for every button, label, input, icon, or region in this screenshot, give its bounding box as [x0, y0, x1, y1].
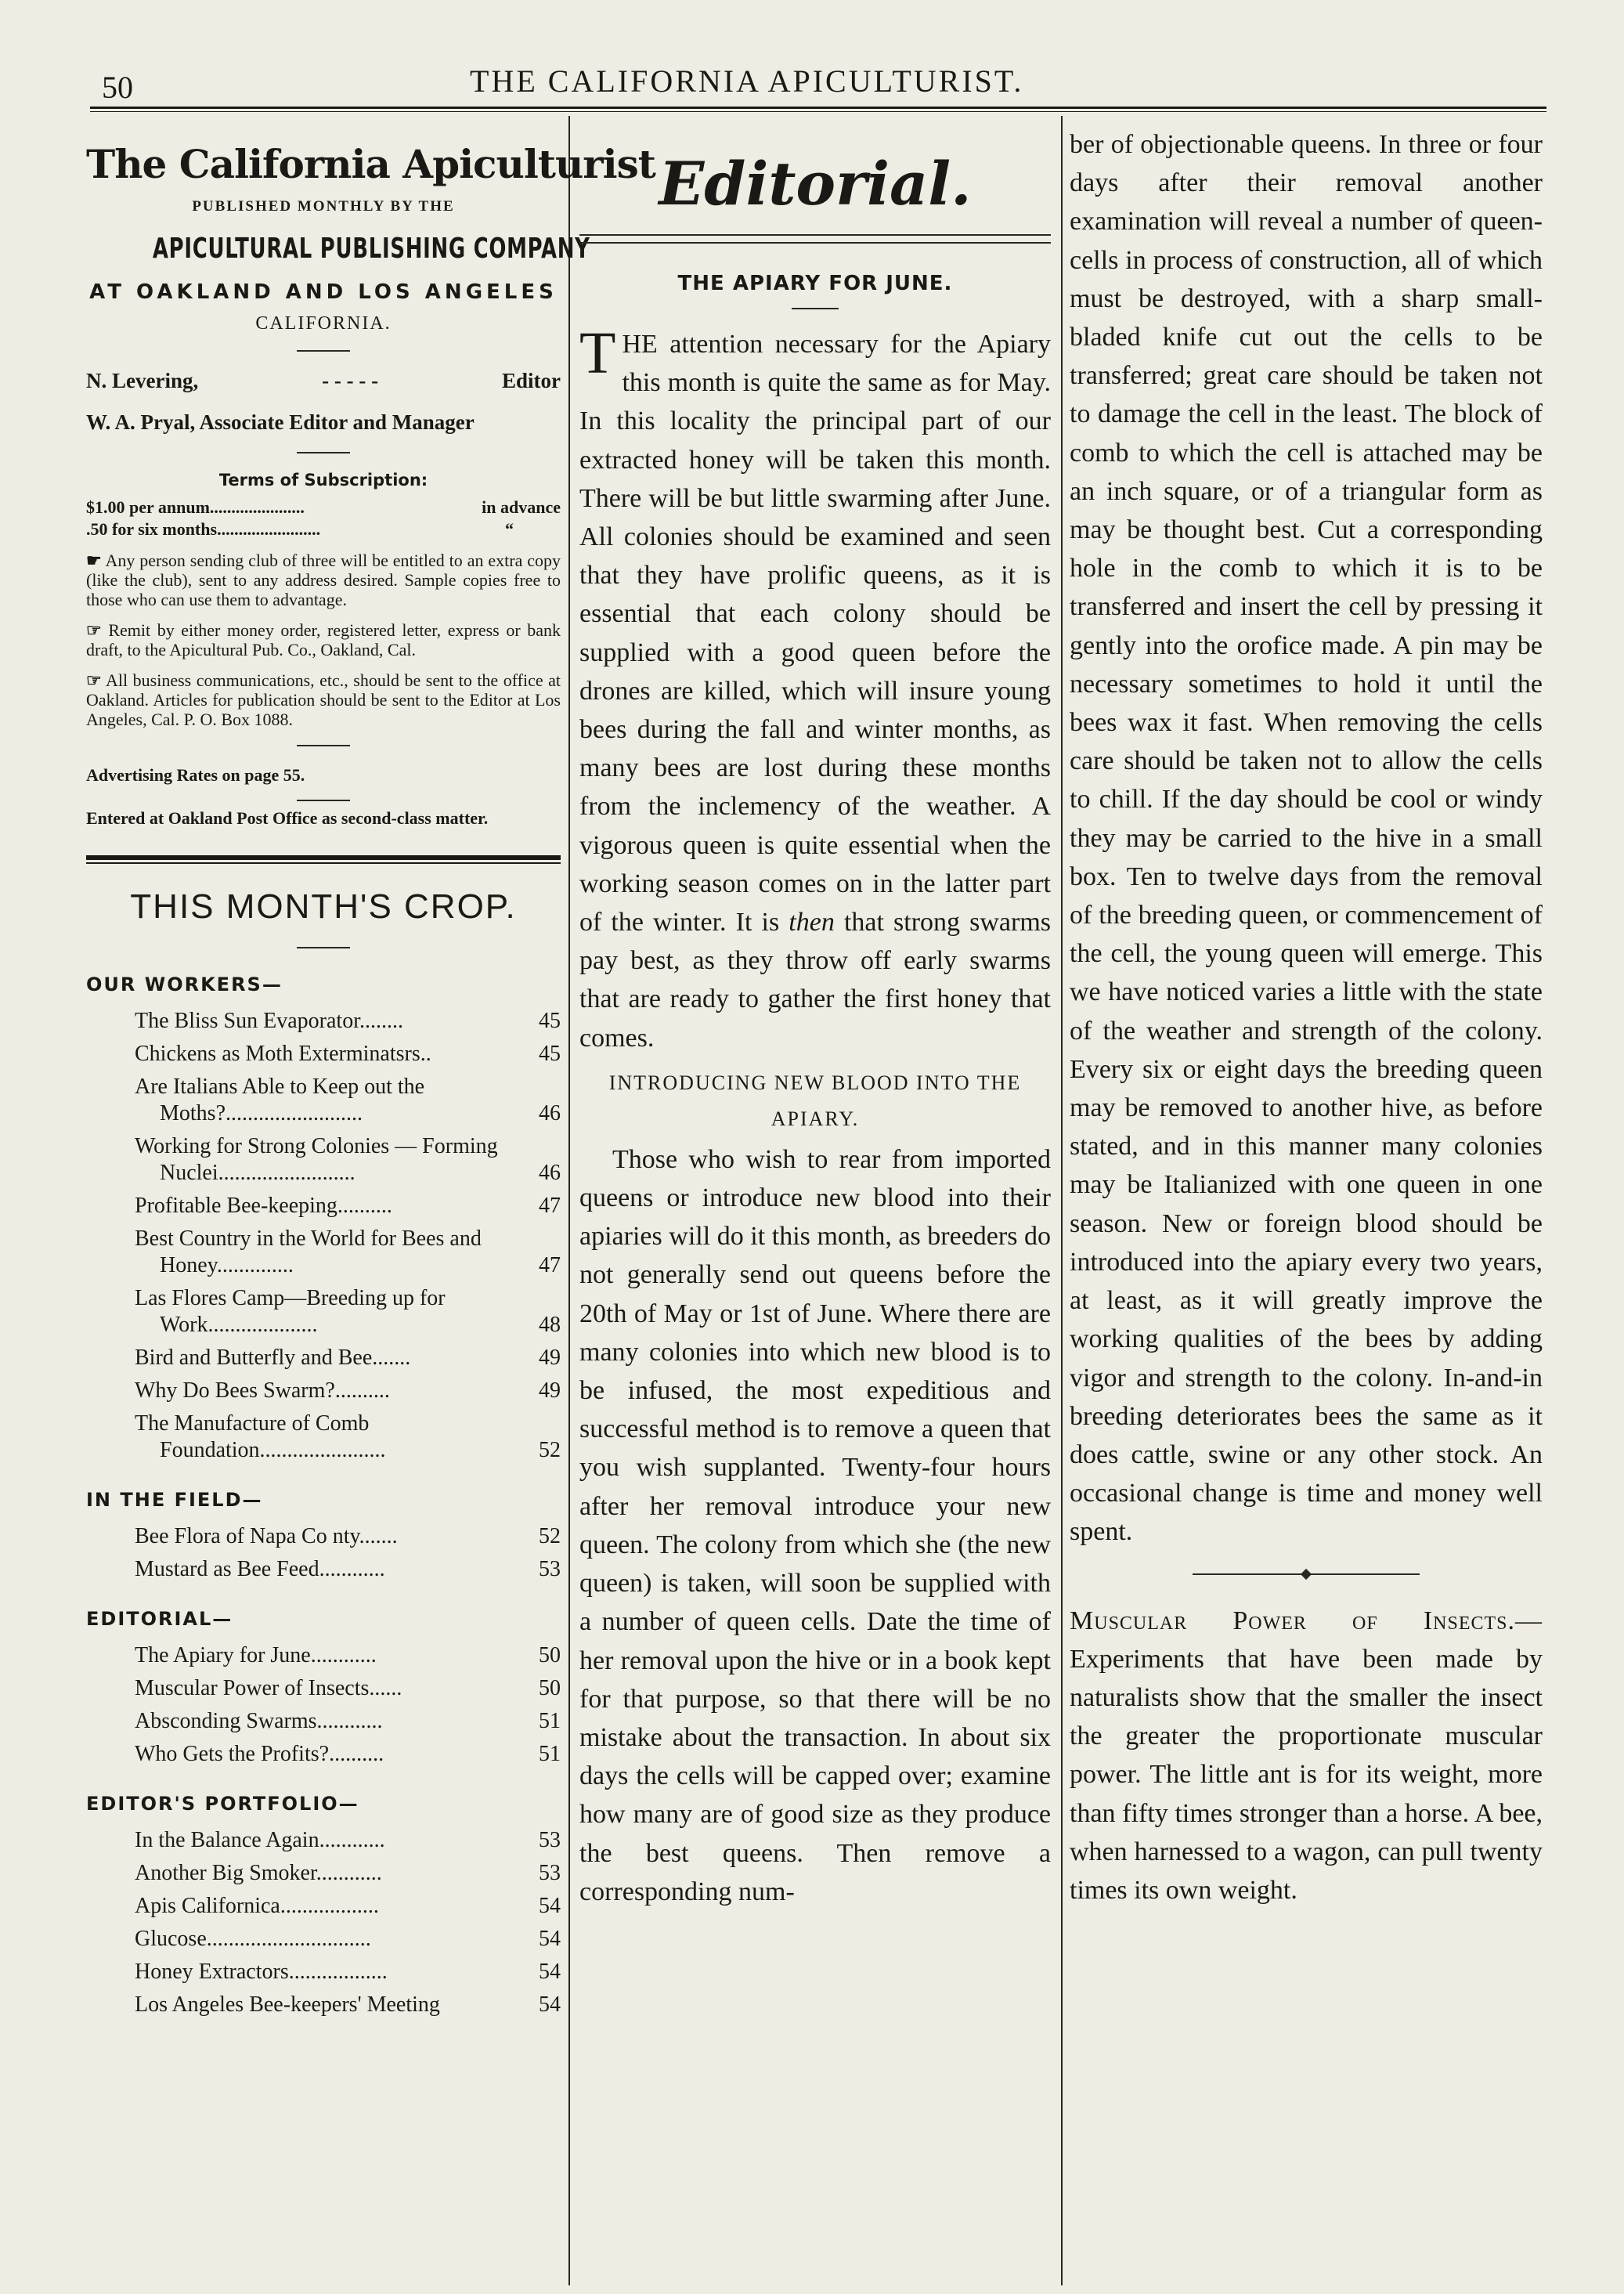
- drop-cap: T: [579, 320, 616, 386]
- published-line: PUBLISHED MONTHLY BY THE: [192, 198, 455, 215]
- entry-title: Absconding Swarms............: [135, 1709, 383, 1733]
- contents-entry[interactable]: [86, 1642, 561, 1669]
- column-rule-left: [568, 116, 570, 2285]
- contents-entry[interactable]: [86, 1926, 561, 1953]
- pointing-hand-icon: ☞: [86, 670, 102, 690]
- notice: [86, 620, 561, 659]
- entry-page: 49: [539, 1378, 561, 1403]
- advertising-note: Advertising Rates on page 55.: [86, 765, 305, 785]
- column-rule-right: [1061, 116, 1063, 2285]
- contents-entry[interactable]: [86, 1008, 561, 1035]
- entry-title: Bee Flora of Napa Co nty.......: [135, 1524, 398, 1548]
- entry-title: The Apiary for June............: [135, 1643, 377, 1667]
- postal-entry-note: Entered at Oakland Post Office as second-class matter.: [86, 808, 489, 828]
- notice-text: All business communications, etc., should be sent to the office at Oakland. Articles for publication should be sent to the Editor at Los Angeles, Cal. P. O. Box 1088.: [86, 670, 561, 729]
- divider: [297, 745, 350, 746]
- terms-heading: Terms of Subscription:: [218, 471, 428, 490]
- editor-name: N. Levering,: [86, 369, 199, 392]
- entry-title: Mustard as Bee Feed............: [135, 1557, 385, 1581]
- paragraph-text: Experiments that have been made by naturalists show that the smaller the insect the greater the proportionate muscular power. The little ant is for its weight, more than fifty times stronger than a horse. A bee, when harnessed to a wagon, can pull twenty times its own weight.: [1070, 1644, 1543, 1905]
- contents-entry[interactable]: [86, 1226, 561, 1279]
- entry-page: 47: [539, 1194, 561, 1218]
- middle-column: [579, 125, 1051, 1911]
- article-paragraph: [579, 320, 1052, 1057]
- entry-page: 46: [539, 1161, 561, 1185]
- entry-page: 51: [539, 1709, 561, 1733]
- entry-page: 54: [539, 1960, 561, 1984]
- contents-entry[interactable]: [86, 1133, 561, 1187]
- contents-entry[interactable]: [86, 1378, 561, 1404]
- contents-entry[interactable]: [86, 1827, 561, 1854]
- article-title: THE APIARY FOR JUNE.: [677, 272, 953, 295]
- double-rule: [579, 234, 1051, 244]
- editor-role: Editor: [501, 369, 561, 392]
- entry-title: Chickens as Moth Exterminatsrs..: [135, 1042, 431, 1066]
- entry-page: 54: [539, 1894, 561, 1918]
- rate-row: [86, 497, 561, 518]
- entry-page: 53: [539, 1861, 561, 1885]
- rate-price: $1.00 per annum: [86, 497, 210, 517]
- publisher-name: APICULTURAL PUBLISHING COMPANY: [152, 233, 590, 265]
- entry-title: Profitable Bee-keeping..........: [135, 1194, 392, 1218]
- entry-title: Working for Strong Colonies — Forming Nuclei.........................: [135, 1134, 498, 1185]
- article-paragraph: [1070, 1602, 1543, 1910]
- rate-dots: ......................: [209, 497, 305, 517]
- entry-page: 49: [539, 1346, 561, 1370]
- running-title: THE CALIFORNIA APICULTURIST.: [470, 63, 1024, 99]
- rate-terms: “: [505, 519, 514, 539]
- contents-entry[interactable]: [86, 1675, 561, 1702]
- article-paragraph: Those who wish to rear from imported queens or introduce new blood into their apiaries will do it this month, as breeders do not generally send out queens before the 20th of May or 1st of June. Where there are many colonies into which new blood is to be infused, the most expeditious and successful method is to remove a queen that you wish supplanted. Twenty-four hours after her removal introduce your new queen. The colony from which she (the new queen) is taken, will soon be supplied with a number of queen cells. Date the time of her removal upon the hive or in a book kept for that purpose, so that there will be no mistake about the transaction. In about six days the cells will be capped over; examine how many are of good size as they produce the best queens. Then remove a corresponding num-: [579, 1144, 1051, 1906]
- pointing-hand-icon: ☛: [86, 551, 102, 570]
- publisher-state: CALIFORNIA.: [255, 313, 392, 334]
- contents-section-heading: EDITORIAL—: [86, 1608, 233, 1630]
- entry-title: Los Angeles Bee-keepers' Meeting: [135, 1992, 440, 2017]
- entry-page: 45: [539, 1042, 561, 1066]
- divider: [792, 308, 839, 309]
- masthead-title: The California Apiculturist: [86, 141, 655, 187]
- article-title: Muscular Power of Insects.—: [1070, 1606, 1543, 1635]
- contents-entry[interactable]: [86, 1860, 561, 1887]
- right-column: [1070, 125, 1543, 1909]
- contents-entry[interactable]: [86, 1893, 561, 1920]
- entry-page: 52: [539, 1438, 561, 1462]
- page-number: 50: [102, 70, 133, 105]
- contents-entry[interactable]: [86, 1345, 561, 1371]
- entry-title: In the Balance Again............: [135, 1828, 385, 1852]
- paragraph-text: HE attention necessary for the Apiary this month is quite the same as for May. In this locality the principal part of our extracted honey will be taken this month. There will be but little swarming after June. All colonies should be examined and seen that they have prolific queens, as it is essential that each colony should be supplied with a good queen before the drones are killed, which will insure young bees during the fall and winter months, as many bees are lost during these months from the inclemency of the weather. A vigorous queen is quite essential when the working season comes on in the latter part of the winter. It is: [579, 330, 1051, 937]
- contents-section-heading: EDITOR'S PORTFOLIO—: [86, 1793, 359, 1815]
- contents-entry[interactable]: [86, 1959, 561, 1985]
- entry-page: 52: [539, 1524, 561, 1548]
- divider: [297, 452, 350, 453]
- entry-page: 46: [539, 1101, 561, 1125]
- divider: [297, 800, 350, 801]
- entry-title: Bird and Butterfly and Bee.......: [135, 1346, 411, 1370]
- publisher-location: AT OAKLAND AND LOS ANGELES: [89, 280, 558, 304]
- contents-entry[interactable]: [86, 1708, 561, 1735]
- contents-section-heading: OUR WORKERS—: [86, 974, 283, 995]
- entry-page: 47: [539, 1253, 561, 1277]
- entry-title: Another Big Smoker............: [135, 1861, 382, 1885]
- notice-text: Remit by either money order, registered letter, express or bank draft, to the Apicultural Pub. Co., Oakland, Cal.: [86, 620, 561, 659]
- entry-title: Honey Extractors..................: [135, 1960, 388, 1984]
- entry-title: Glucose..............................: [135, 1927, 371, 1951]
- rate-terms: in advance: [482, 497, 561, 517]
- ornament-divider: [1193, 1573, 1420, 1575]
- contents-entry[interactable]: [86, 1193, 561, 1219]
- paragraph-text: that strong swarms pay best, as they throw off early swarms that are ready to gather the first honey that comes.: [579, 908, 1052, 1053]
- editor-dashes: - - - - -: [322, 369, 379, 392]
- associate-editor-line: W. A. Pryal, Associate Editor and Manager: [86, 410, 475, 434]
- notice: [86, 670, 561, 729]
- contents-entry[interactable]: [86, 1285, 561, 1338]
- notice-text: Any person sending club of three will be entitled to an extra copy (like the club), sent to any address desired. Sample copies free to those who can use them to advantage.: [86, 551, 561, 609]
- contents-entry[interactable]: [86, 1411, 561, 1464]
- contents-title: THIS MONTH'S CROP.: [130, 887, 517, 926]
- contents-entry[interactable]: [86, 1074, 561, 1127]
- contents-entry[interactable]: [86, 1041, 561, 1068]
- subhead: INTRODUCING NEW BLOOD INTO THE APIARY.: [608, 1071, 1022, 1130]
- entry-title: Best Country in the World for Bees and Honey..............: [135, 1226, 482, 1277]
- contents-entry[interactable]: [86, 1556, 561, 1583]
- section-rule: [86, 855, 561, 864]
- contents-entry[interactable]: [86, 1523, 561, 1550]
- entry-title: Are Italians Able to Keep out the Moths?.........................: [135, 1075, 425, 1125]
- pointing-hand-icon: ☞: [86, 620, 102, 640]
- entry-page: 50: [539, 1643, 561, 1667]
- contents-entry[interactable]: [86, 1741, 561, 1768]
- entry-title: Las Flores Camp—Breeding up for Work....................: [135, 1286, 446, 1337]
- entry-title: Muscular Power of Insects......: [135, 1676, 402, 1700]
- contents-section-heading: IN THE FIELD—: [86, 1489, 263, 1511]
- rate-price: .50 for six months: [86, 519, 218, 539]
- entry-title: The Bliss Sun Evaporator........: [135, 1009, 403, 1033]
- editorial-heading: Editorial.: [659, 149, 972, 219]
- divider: [297, 350, 350, 352]
- editor-line: [86, 369, 561, 393]
- divider: [297, 947, 350, 948]
- entry-page: 53: [539, 1828, 561, 1852]
- rate-dots: ........................: [217, 519, 321, 539]
- emphasis-text: then: [789, 908, 835, 937]
- rate-row: [86, 519, 561, 540]
- entry-page: 51: [539, 1742, 561, 1766]
- left-column: [86, 125, 655, 2025]
- article-paragraph: ber of objectionable queens. In three or four days after their removal another examination will reveal a number of queen-cells in process of construction, all of which must be destroyed, with a sharp small-bladed knife cut out the cells to be transferred; great care should be taken not to damage the cell in the least. The block of comb to which the cell is attached may be an inch square, or of a triangular form as may be thought best. Cut a corresponding hole in the comb to which it is to be transferred and insert the cell by pressing it gently into the orofice made. A pin may be necessary sometimes to hold it until the bees wax it fast. When removing the cells care should be taken not to allow the cells to chill. If the day should be cool or windy they may be carried to the hive in a small box. Ten to twelve days from the removal of the breeding queen, or commencement of the cell, the young queen will emerge. This we have noticed varies a little with the state of the weather and strength of the colony. Every six or eight days the breeding queen may be removed to another hive, as before stated, and in this manner many colonies may be Italianized with one queen in one season. New or foreign blood should be introduced into the apiary every two years, at least, as it will greatly improve the working qualities of the bees by adding vigor and strength to the colony. In-and-in breeding deteriorates bees the same as it does cattle, swine or any other stock. An occasional change is time and money well spent.: [1070, 130, 1543, 1547]
- header-rule: [90, 107, 1546, 112]
- entry-title: Who Gets the Profits?..........: [135, 1742, 384, 1766]
- entry-page: 45: [539, 1009, 561, 1033]
- entry-title: Why Do Bees Swarm?..........: [135, 1378, 390, 1403]
- contents-entry[interactable]: [86, 1992, 561, 2018]
- entry-title: The Manufacture of Comb Foundation.......................: [135, 1411, 386, 1462]
- entry-page: 54: [539, 1927, 561, 1951]
- entry-page: 50: [539, 1676, 561, 1700]
- entry-page: 54: [539, 1992, 561, 2017]
- entry-page: 53: [539, 1557, 561, 1581]
- notice: [86, 551, 561, 609]
- entry-page: 48: [539, 1313, 561, 1337]
- entry-title: Apis Californica..................: [135, 1894, 379, 1918]
